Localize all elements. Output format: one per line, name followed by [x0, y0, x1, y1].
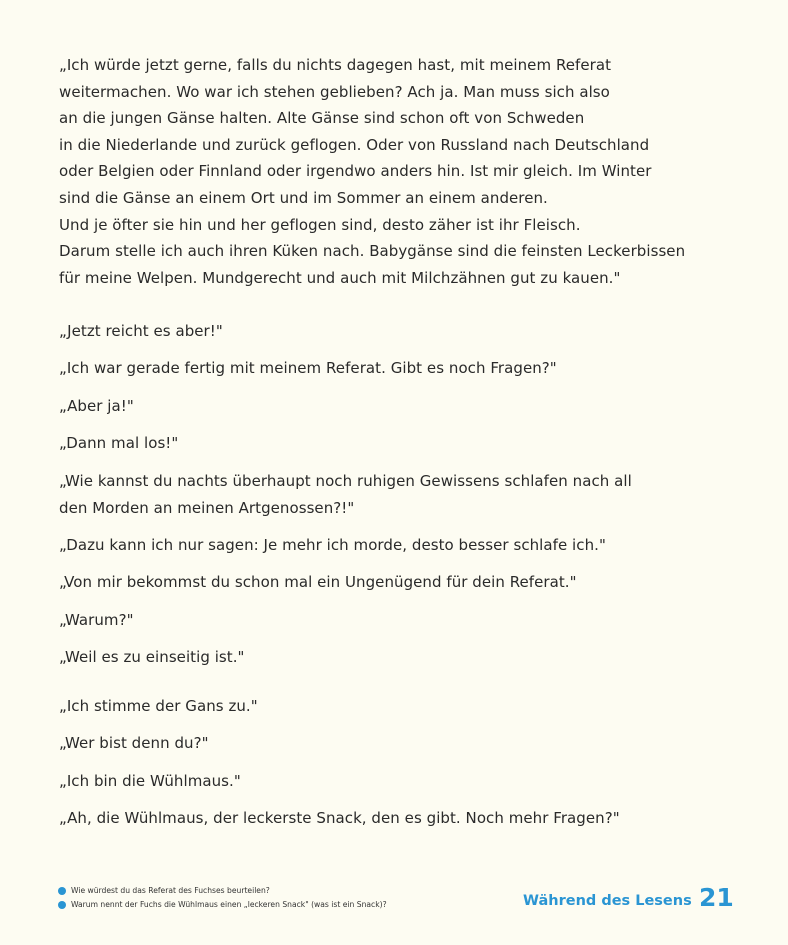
- bullet-dot-icon: [58, 887, 66, 895]
- text-line: oder Belgien oder Finnland oder irgendwo anders hin. Ist mir gleich. Im Winter: [59, 162, 652, 181]
- dialogue-line: [59, 805, 620, 832]
- text-line: „Dazu kann ich nur sagen: Je mehr ich morde, desto besser schlafe ich.": [59, 536, 606, 554]
- dialogue-line: [59, 318, 223, 345]
- dialogue-line: [59, 532, 606, 559]
- bullet-dot-icon: [58, 901, 66, 909]
- dialogue-line: [59, 569, 577, 596]
- question-item: [58, 884, 387, 898]
- dialogue-line: [59, 468, 632, 521]
- text-line: für meine Welpen. Mundgerecht und auch mit Milchzähnen gut zu kauen.": [59, 268, 621, 287]
- dialogue-line: [59, 607, 134, 634]
- text-line: weitermachen. Wo war ich stehen geblieben? Ach ja. Man muss sich also: [59, 82, 610, 101]
- text-line: Darum stelle ich auch ihren Küken nach. Babygänse sind die feinsten Leckerbissen: [59, 242, 686, 261]
- text-line: „Ich bin die Wühlmaus.": [59, 772, 241, 790]
- text-line: „Dann mal los!": [59, 434, 179, 452]
- text-line: „Wie kannst du nachts überhaupt noch ruhigen Gewissens schlafen nach all: [59, 472, 632, 490]
- text-line: sind die Gänse an einem Ort und im Sommer an einem anderen.: [59, 188, 548, 207]
- question-text: Warum nennt der Fuchs die Wühlmaus einen „leckeren Snack" (was ist ein Snack)?: [71, 900, 387, 909]
- text-line: an die jungen Gänse halten. Alte Gänse sind schon oft von Schweden: [59, 109, 585, 128]
- dialogue-line: [59, 430, 178, 457]
- text-line: „Von mir bekommst du schon mal ein Ungenügend für dein Referat.": [59, 573, 577, 591]
- text-line: „Weil es zu einseitig ist.": [59, 648, 245, 666]
- reading-questions: [58, 884, 387, 912]
- question-text: Wie würdest du das Referat des Fuchses beurteilen?: [71, 886, 270, 895]
- text-line: den Morden an meinen Artgenossen?!": [59, 498, 355, 517]
- text-line: „Wer bist denn du?": [59, 734, 209, 752]
- dialogue-line: [59, 768, 241, 795]
- text-line: „Ich war gerade fertig mit meinem Referat. Gibt es noch Fragen?": [59, 359, 557, 377]
- text-line: Und je öfter sie hin und her geflogen sind, desto zäher ist ihr Fleisch.: [59, 215, 581, 234]
- section-label: Während des Lesens: [523, 893, 692, 909]
- text-line: in die Niederlande und zurück geflogen. Oder von Russland nach Deutschland: [59, 135, 650, 154]
- text-line: „Ah, die Wühlmaus, der leckerste Snack, den es gibt. Noch mehr Fragen?": [59, 809, 620, 827]
- text-line: „Jetzt reicht es aber!": [59, 322, 223, 340]
- dialogue-line: [59, 355, 557, 382]
- dialogue-line: [59, 644, 245, 671]
- paragraph-referat: [59, 52, 685, 291]
- text-line: „Warum?": [59, 611, 134, 629]
- dialogue-line: [59, 693, 258, 720]
- dialogue-line: [59, 393, 134, 420]
- dialogue-line: [59, 730, 209, 757]
- text-line: „Aber ja!": [59, 397, 134, 415]
- text-line: „Ich würde jetzt gerne, falls du nichts dagegen hast, mit meinem Referat: [59, 56, 612, 74]
- page-number: 21: [699, 883, 734, 912]
- question-item: [58, 898, 387, 912]
- text-line: „Ich stimme der Gans zu.": [59, 697, 258, 715]
